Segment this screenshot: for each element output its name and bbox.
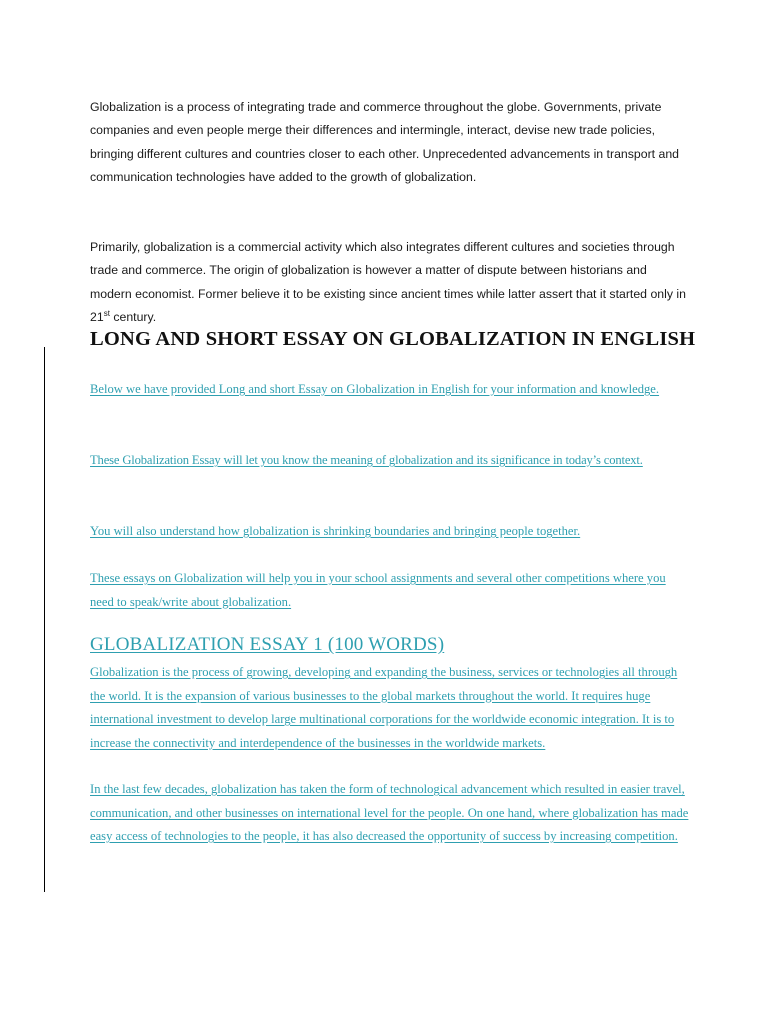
intro-paragraph-1: Globalization is a process of integrating trade and commerce throughout the globe. Governments, private companies and even people merge their differences and intermingle, interact, devise new trade policies, bringing different cultures and countries closer to each other. Unprecedented advancements in transport and communication technologies have added to the growth of globalization. [90,100,680,184]
intro-link-1[interactable]: Below we have provided Long and short Essay on Globalization in English for your information and knowledge. [90,382,660,396]
essay-1-heading[interactable]: GLOBALIZATION ESSAY 1 (100 WORDS) [90,634,445,655]
ordinal-suffix: st [103,308,110,318]
intro-link-2[interactable]: These Globalization Essay will let you know the meaning of globalization and its significance in today’s context. [90,453,643,467]
intro-paragraph-2-end: century. [109,309,157,324]
intro-link-4[interactable]: These essays on Globalization will help you in your school assignments and several other competitions where you need to speak/write about globalization. [90,571,666,609]
essay-1-paragraph-1[interactable]: Globalization is the process of growing, developing and expanding the business, services or technologies all through the world. It is the expansion of various businesses to the global markets throughout the world. It requires huge international investment to develop large multinational corporations for the worldwide economic integration. It is to increase the connectivity and interdependence of the businesses in the worldwide markets. [90,665,678,750]
essay-1-paragraph-2[interactable]: In the last few decades, globalization has taken the form of technological advancement which resulted in easier travel, communication, and other businesses on international level for the people. On one hand, where globalization has made easy access of technologies to the people, it has also decreased the opportunity of success by increasing competition. [90,782,689,843]
article-title: LONG AND SHORT ESSAY ON GLOBALIZATION IN ENGLISH [90,328,696,350]
intro-link-3[interactable]: You will also understand how globalization is shrinking boundaries and bringing people together. [90,524,581,538]
margin-line [44,347,45,892]
intro-paragraph-2 [90,236,690,329]
intro-paragraph-2-text: Primarily, globalization is a commercial activity which also integrates different cultures and societies through trade and commerce. The origin of globalization is however a matter of dispute between historians and modern economist. Former believe it to be existing since ancient times while latter assert that it started only in 21 [90,240,686,324]
